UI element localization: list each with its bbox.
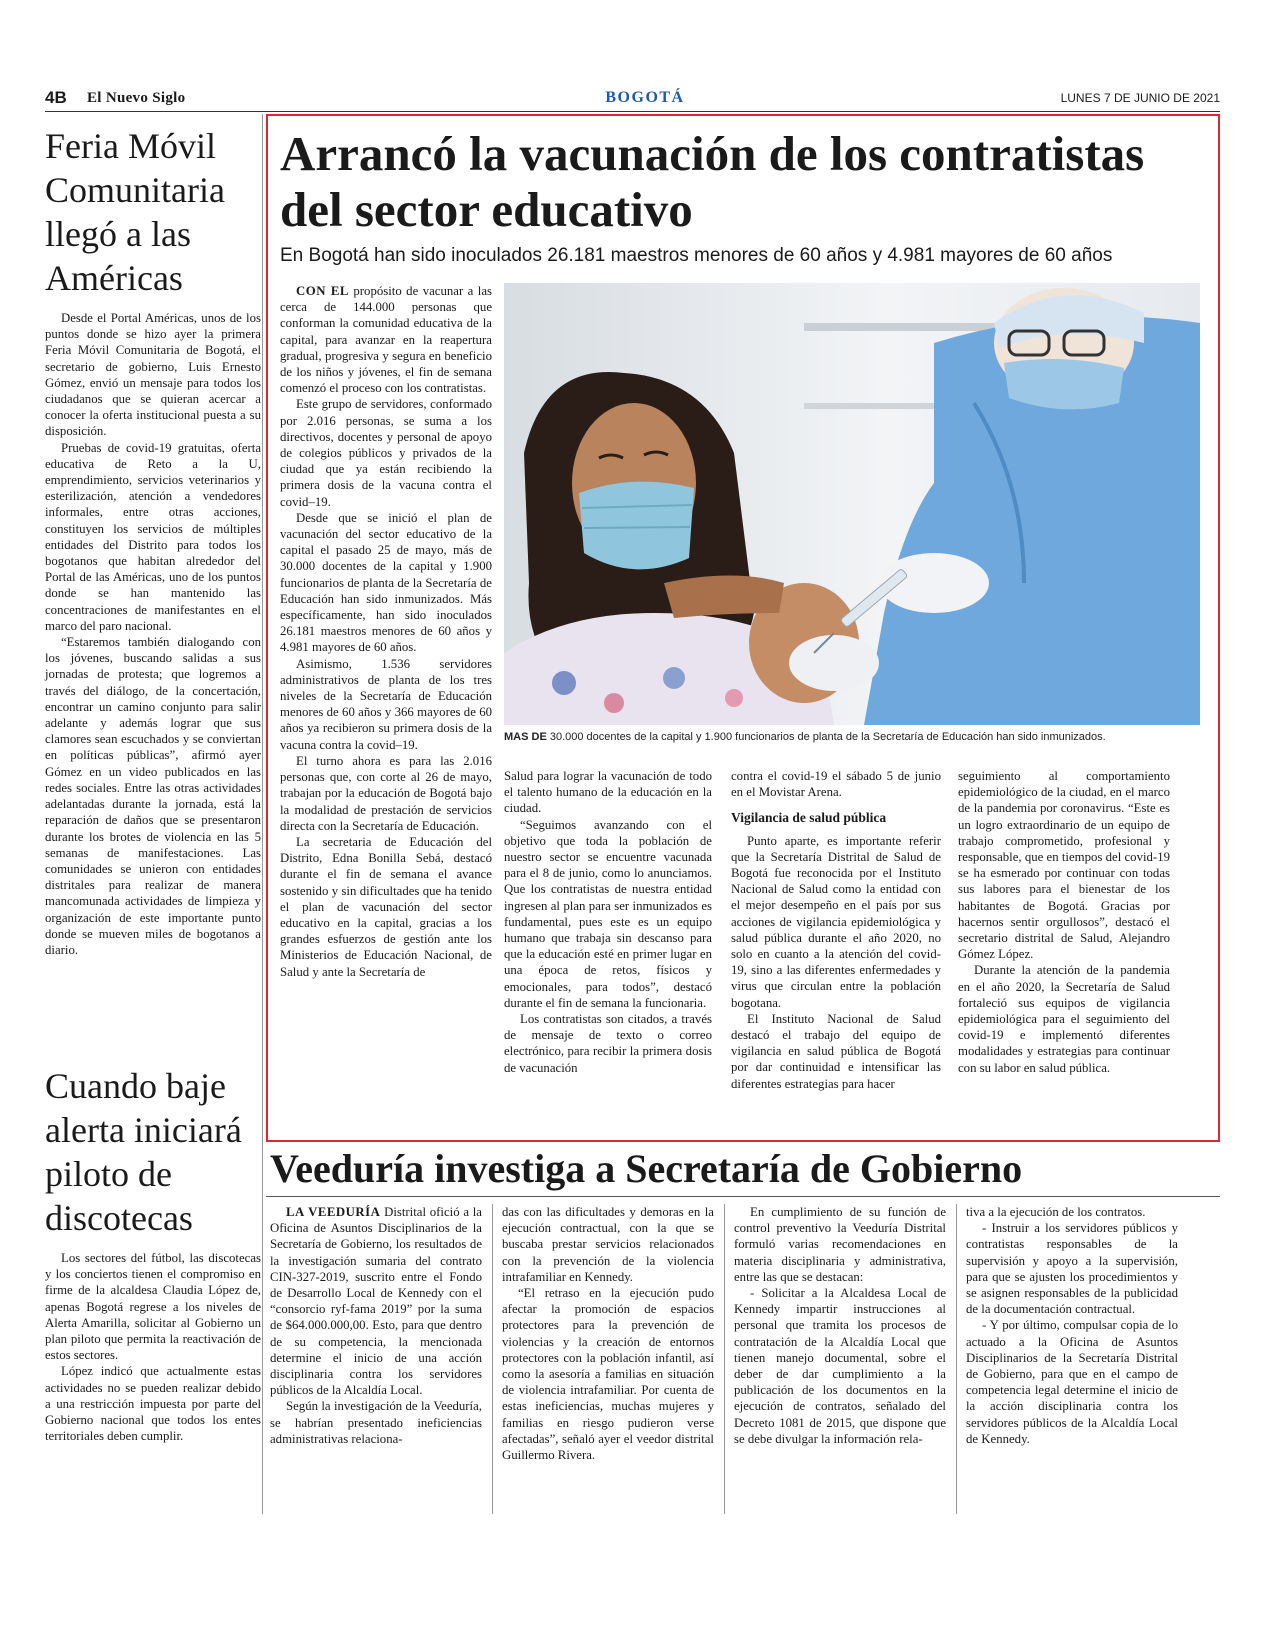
main-column-2: [504, 768, 712, 1076]
paragraph: En cumplimiento de su función de control preventivo la Veeduría Distrital formuló varias recomendaciones en materia disciplinaria y administrativa, entre las que se destacan:: [734, 1205, 946, 1284]
veeduria-column-3: [734, 1204, 946, 1447]
paragraph: Durante la atención de la pandemia en el año 2020, la Secretaría de Salud fortaleció sus equipos de vigilancia epidemiológica para el seguimiento del covid-19 e implementó diferentes modalidades y estrategias para continuar con su labor en salud pública.: [958, 963, 1170, 1075]
column-divider: [724, 1204, 725, 1514]
paragraph: Desde que se inició el plan de vacunación del sector educativo de la capital el pasado 25 de mayo, más de 30.000 docentes de la capital y 1.900 funcionarios de planta de la Secretaría de Educación han sido inmunizados. Más específicamente, han sido inoculados 26.181 maestros menores de 60 años y 4.981 mayores de 60 años.: [280, 510, 492, 655]
divider: [266, 1196, 1220, 1197]
paragraph: Este grupo de servidores, conformado por 2.016 personas, se suma a los directivos, docentes y personal de apoyo de colegios públicos y privados de la ciudad que ya están recibiendo la primera dosis de la vacuna contra el covid–19.: [280, 397, 492, 509]
paragraph: “Estaremos también dialogando con los jóvenes, buscando salidas a sus jornadas de protesta; que logremos a través del diálogo, de la concertación, encontrar un camino conjunto para salir adelante y además lograr que sus clamores sean escuchados y se conviertan en políticas públicas”, afirmó ayer Gómez en un video publicados en las redes sociales. Entre las otras actividades adelantadas durante la jornada, está la reparación de daños que se presentaron durante los brotes de violencia en las 5 semanas de manifestaciones. Las comunidades se unieron con entidades distritales para realizar de manera mancomunada actividades de limpieza y organización de este importante punto donde se mueven miles de bogotanos a diario.: [45, 635, 261, 957]
main-column-4: [958, 768, 1170, 1076]
paragraph: tiva a la ejecución de los contratos.: [966, 1205, 1146, 1219]
caption-lead: MAS DE: [504, 731, 547, 743]
section-name: BOGOTÁ: [605, 89, 685, 106]
paragraph: Pruebas de covid-19 gratuitas, oferta educativa de Reto a la U, emprendimiento, servicios veterinarios y esterilización, atención a vendedores informales, entre otras acciones, constituyen los servicios de múltiples entidades del Distrito para todos los bogotanos que habitan alrededor del Portal de las Américas, uno de los puntos donde se han mantenido las concentraciones de manifestantes en el marco del paro nacional.: [45, 440, 261, 633]
paragraph: “El retraso en la ejecución pudo afectar la promoción de espacios protectores para la prevención de violencias y la creación de entornos protectores con la población infantil, así como la asesoría a familias en situación de violencia intrafamiliar. Por cuenta de estas ineficiencias, muchas mujeres y familias en riesgo pudieron verse afectadas”, señaló ayer el veedor distrital Guillermo Rivera.: [502, 1286, 714, 1463]
lead-words: CON EL: [296, 284, 349, 298]
paragraph: “Seguimos avanzando con el objetivo que toda la población de nuestro sector se encuentre vacunada para el 8 de junio, como lo anunciamos. Que los contratistas de nuestra entidad ingresen al plan para ser inmunizados es fundamental, pues este es un equipo humano que trabaja sin descanso para que la educación esté en primer lugar en una época de retos, físicos y emocionales, para todos”, destacó durante el fin de semana la funcionaria.: [504, 817, 712, 1010]
paragraph: Los contratistas son citados, a través de mensaje de texto o correo electrónico, para recibir la primera dosis de vacunación: [504, 1012, 712, 1075]
paragraph: Desde el Portal Américas, unos de los puntos donde se hizo ayer la primera Feria Móvil Comunitaria de Bogotá, el secretario de gobierno, Luis Ernesto Gómez, envió un mensaje para todos los ciudadanos que se quieran acercar a conocer la oferta institucional puesta a su disposición.: [45, 311, 261, 439]
vaccination-photo-illustration: [504, 283, 1200, 725]
sidebar-divider: [262, 114, 263, 1514]
side-article-feria: [45, 124, 261, 958]
paragraph: - Solicitar a la Alcaldesa Local de Kennedy impartir instrucciones al personal que tramita los procesos de contratación de la Alcaldía Local que tienen manejo documental, sobre el deber de dar cumplimiento a la publicación de los documentos en la ejecución de contratos, señalado del Decreto 1081 de 2015, que dispone que se debe divulgar la información rela-: [734, 1286, 946, 1446]
paragraph: - Y por último, compulsar copia de lo actuado a la Oficina de Asuntos Disciplinarios de la Secretaría Distrital de Gobierno, para que en el campo de competencia legal determine el inicio de la acción disciplinaria contra los servidores públicos de la Alcaldía Local de Kennedy.: [966, 1318, 1178, 1446]
side-article-discotecas: [45, 1064, 261, 1444]
column-divider: [956, 1204, 957, 1514]
lead-words: LA VEEDURÍA: [286, 1205, 381, 1219]
paragraph: Salud para lograr la vacunación de todo el talento humano de la educación en la ciudad.: [504, 769, 712, 816]
veeduria-headline: Veeduría investiga a Secretaría de Gobierno: [270, 1146, 1023, 1191]
column-divider: [492, 1204, 493, 1514]
veeduria-column-2: [502, 1204, 714, 1463]
main-subheadline: En Bogotá han sido inoculados 26.181 maestros menores de 60 años y 4.981 mayores de 60 años: [280, 245, 1113, 266]
main-headline: Arrancó la vacunación de los contratistas del sector educativo: [280, 126, 1145, 237]
newspaper-name: El Nuevo Siglo: [87, 90, 186, 106]
section-subtitle: Vigilancia de salud pública: [731, 810, 887, 826]
paragraph: contra el covid-19 el sábado 5 de junio en el Movistar Arena.: [731, 769, 941, 800]
paragraph: López indicó que actualmente estas actividades no se pueden realizar debido a una restricción impuesta por parte del Gobierno nacional que todos los entes territoriales deben cumplir.: [45, 1364, 261, 1444]
photo-caption: [504, 730, 1204, 745]
paragraph: El turno ahora es para las 2.016 personas que, con corte al 26 de mayo, trabajan por la educación de Bogotá bajo la modalidad de prestación de servicios directa con la Secretaría de Educación.: [280, 753, 492, 833]
paragraph: Punto aparte, es importante referir que la Secretaría Distrital de Salud de Bogotá fue reconocida por el Instituto Nacional de Salud como la entidad con el mejor desempeño en el país por sus acciones de vigilancia epidemiológica y salud pública durante el año 2020, no solo en cuanto a la atención del covid-19, sino a las diferentes enfermedades y virus que circulan entre la población bogotana.: [731, 833, 941, 1010]
paragraph: Los sectores del fútbol, las discotecas y los conciertos tienen el compromiso en firme de la alcaldesa Claudia López de, apenas Bogotá regrese a los niveles de Alerta Amarilla, solicitar al Gobierno un plan piloto que permita la reactivación de estos sectores.: [45, 1251, 261, 1363]
paragraph: El Instituto Nacional de Salud destacó el trabajo del equipo de vigilancia en salud pública de Bogotá por dar continuidad e intensificar las diferentes estrategias para hacer: [731, 1011, 941, 1091]
vaccination-photo: [504, 283, 1200, 725]
paragraph: - Instruir a los servidores públicos y contratistas responsables de la supervisión y apoyo a la supervisión, para que se ajusten los procedimientos y se asignen responsables de la publicidad de la documentación contractual.: [966, 1221, 1178, 1317]
paragraph: das con las dificultades y demoras en la ejecución contractual, con la que se buscaba prestar servicios relacionados con la prevención de la violencia intrafamiliar en Kennedy.: [502, 1205, 714, 1284]
paragraph: [280, 283, 492, 396]
main-column-3: [731, 768, 941, 1092]
issue-date: LUNES 7 DE JUNIO DE 2021: [1060, 91, 1220, 105]
veeduria-column-4: [966, 1204, 1178, 1447]
paragraph: La secretaria de Educación del Distrito, Edna Bonilla Sebá, destacó durante el fin de semana el avance sostenido y sin dificultades que ha tenido el plan de vacunación del sector educativo en la capital, gracias a los grandes esfuerzos de gestión ante los Ministerios de Educación Nacional, de Salud y ante la Secretaría de: [280, 834, 492, 979]
side-article-title: Cuando baje alerta iniciará piloto de discotecas: [45, 1066, 242, 1238]
paragraph: Asimismo, 1.536 servidores administrativos de planta de los tres niveles de la Secretaría de Educación menores de 60 años y 366 mayores de 60 años ya recibieron su primera dosis de la vacuna contra la covid–19.: [280, 656, 492, 752]
paragraph-text: Distrital ofició a la Oficina de Asuntos Disciplinarios de la Secretaría de Gobierno, los resultados de la investigación sumaria del contrato CIN-327-2019, suscrito entre el Fondo de Desarrollo Local de Kennedy con el “consorcio ryf-fama 2019” por la suma de $64.000.000,00. Esto, para que dentro de su competencia, la mencionada determine el inicio de una acción disciplinaria contra los servidores públicos de la Alcaldía Local.: [270, 1205, 482, 1398]
caption-text: 30.000 docentes de la capital y 1.900 funcionarios de planta de la Secretaría de Educación han sido inmunizados.: [546, 731, 1106, 743]
page-number: 4B: [45, 88, 67, 107]
paragraph-text: propósito de vacunar a las cerca de 144.000 personas que conforman la comunidad educativa de la capital, para avanzar en la reapertura gradual, progresiva y segura en beneficio de los niños y jóvenes, el fin de semana comenzó el proceso con los contratistas.: [280, 284, 492, 396]
paragraph: [270, 1204, 482, 1398]
side-article-body: [45, 1250, 261, 1444]
paragraph: seguimiento al comportamiento epidemiológico de la ciudad, en el marco de la pandemia por coronavirus. “Este es un logro extraordinario de un equipo de trabajo comprometido, profesional y responsable, que en tiempos del covid-19 se ha esmerado por continuar con todas sus labores para el bienestar de los habitantes de Bogotá. Gracias por hacernos sentir orgullosos”, destacó el secretario distrital de Salud, Alejandro Gómez López.: [958, 769, 1170, 962]
paragraph: Según la investigación de la Veeduría, se habrían presentado ineficiencias administrativas relaciona-: [270, 1399, 482, 1446]
veeduria-column-1: [270, 1204, 482, 1447]
page-header: [45, 88, 1220, 112]
side-article-title: Feria Móvil Comunitaria llegó a las Américas: [45, 126, 225, 298]
main-column-1: [280, 283, 492, 980]
side-article-body: [45, 310, 261, 958]
